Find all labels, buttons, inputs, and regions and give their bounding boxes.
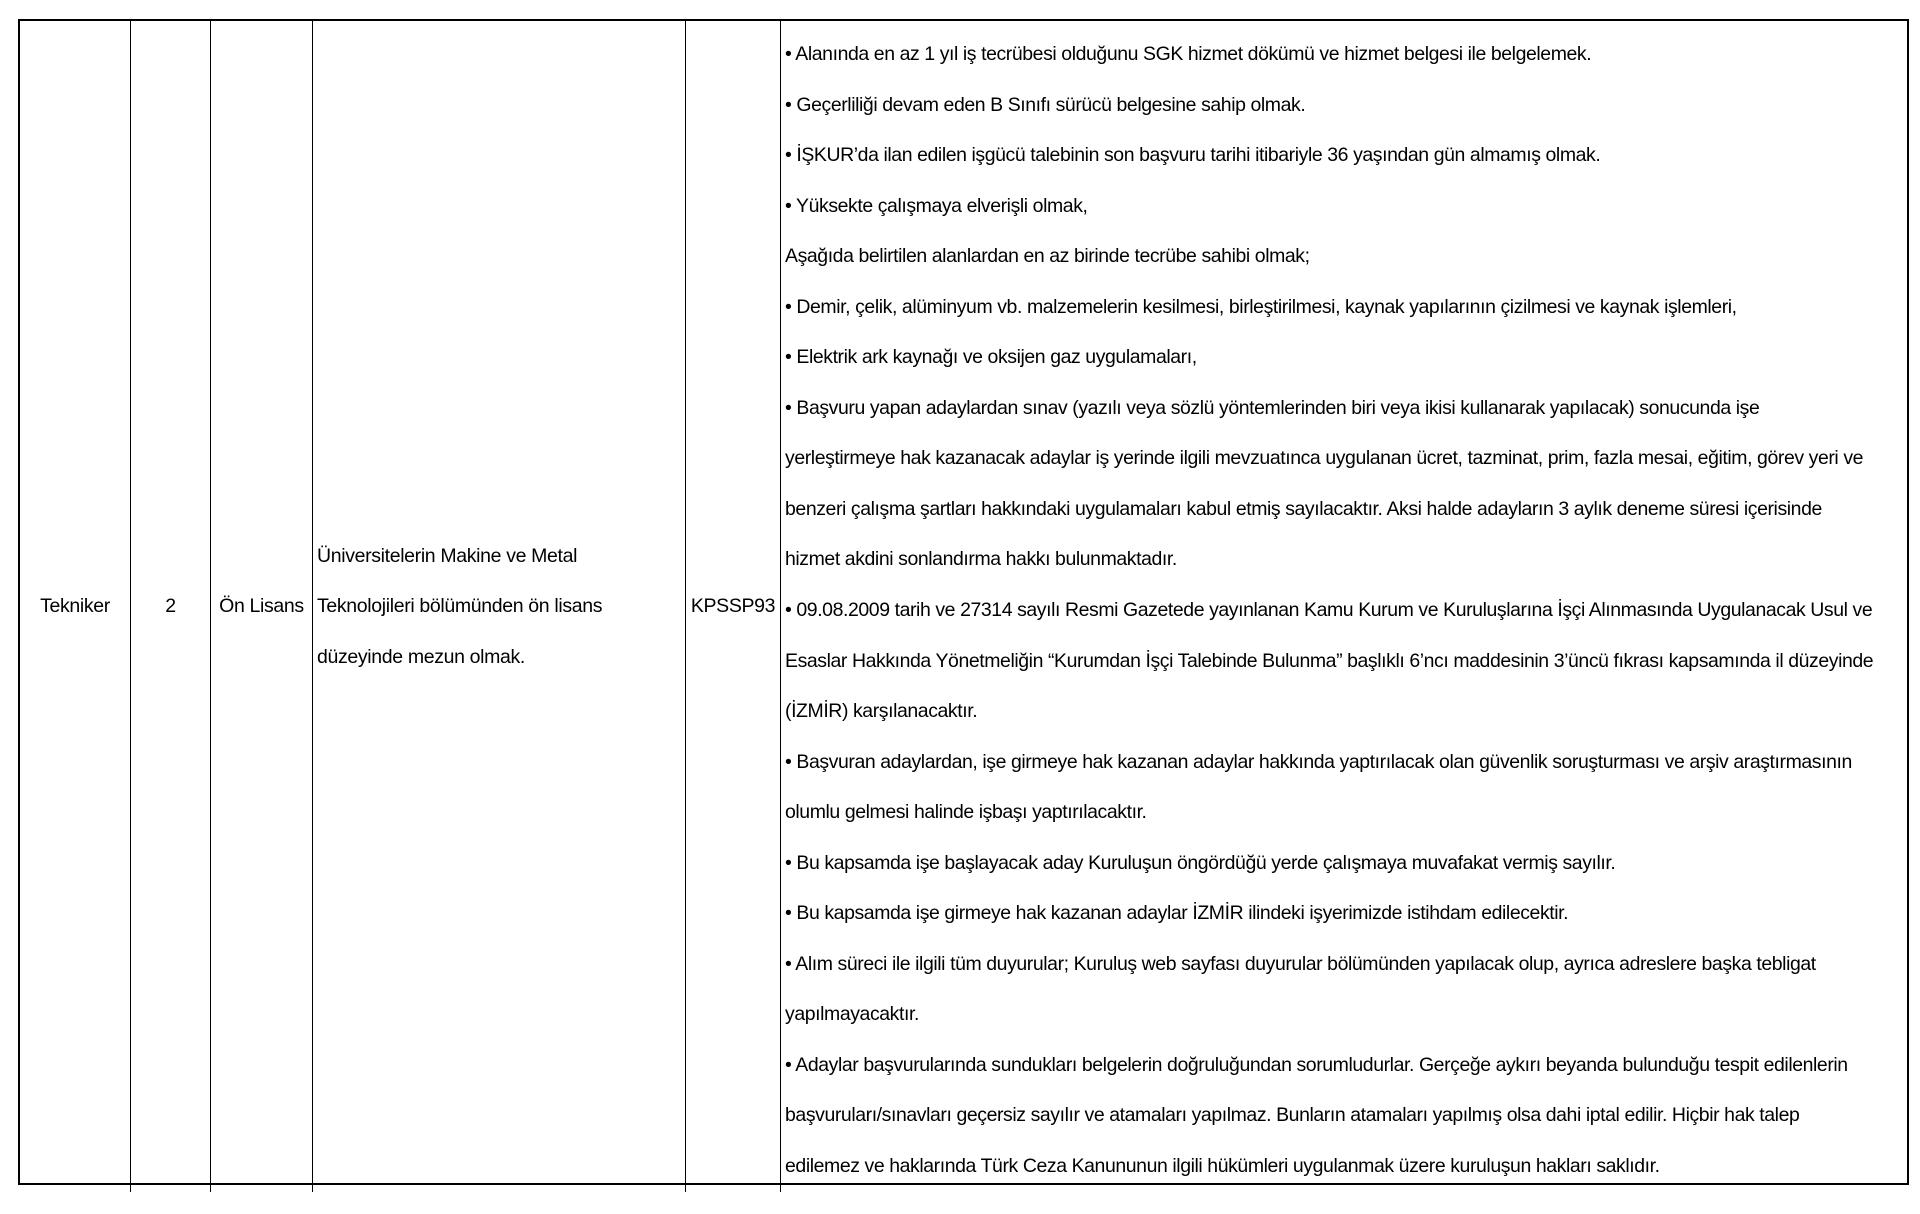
requirement-line: benzeri çalışma şartları hakkındaki uygulamaları kabul etmiş sayılacaktır. Aksi halde adayların 3 aylık deneme süresi içerisinde: [785, 497, 1822, 520]
requirement-line: • Alanında en az 1 yıl iş tecrübesi olduğunu SGK hizmet dökümü ve hizmet belgesi ile belgelemek.: [785, 43, 1592, 65]
education-level: Ön Lisans: [219, 594, 304, 617]
department-line: düzeyinde mezun olmak.: [317, 645, 525, 668]
requirement-line: • 09.08.2009 tarih ve 27314 sayılı Resmi Gazetede yayınlanan Kamu Kurum ve Kuruluşlarına İşçi Alınmasında Uygulanacak Usul ve: [785, 599, 1873, 622]
requirement-line: edilemez ve haklarında Türk Ceza Kanununun ilgili hükümleri uygulanmak üzere kuruluşun hakları saklıdır.: [785, 1155, 1660, 1178]
position-cell: [20, 21, 131, 1192]
education-cell: [211, 21, 313, 1192]
requirement-line: olumlu gelmesi halinde işbaşı yaptırılacaktır.: [785, 801, 1147, 824]
requirement-line: hizmet akdini sonlandırma hakkı bulunmaktadır.: [785, 548, 1177, 571]
requirement-line: • Elektrik ark kaynağı ve oksijen gaz uygulamaları,: [785, 346, 1197, 369]
requirement-line: • Yüksekte çalışmaya elverişli olmak,: [785, 194, 1088, 217]
requirement-line: • Demir, çelik, alüminyum vb. malzemelerin kesilmesi, birleştirilmesi, kaynak yapılarının çizilmesi ve kaynak işlemleri,: [785, 295, 1737, 318]
position-title: Tekniker: [40, 594, 110, 617]
department-line: Üniversitelerin Makine ve Metal: [317, 544, 578, 567]
requirement-line: • Geçerliliği devam eden B Sınıfı sürücü belgesine sahip olmak.: [785, 93, 1306, 116]
department-line: Teknolojileri bölümünden ön lisans: [317, 595, 603, 618]
requirement-line: • Bu kapsamda işe girmeye hak kazanan adaylar İZMİR ilindeki işyerimizde istihdam edilecektir.: [785, 902, 1569, 925]
kpss-code: KPSSP93: [690, 594, 776, 617]
requirements-list: [781, 21, 1907, 1192]
requirement-line: başvuruları/sınavları geçersiz sayılır ve atamaları yapılmaz. Bunların atamaları yapılmış olsa dahi iptal edilir. Hiçbir hak talep: [785, 1104, 1800, 1127]
department-cell: [313, 21, 686, 1192]
requirement-line: • Alım süreci ile ilgili tüm duyurular; Kuruluş web sayfası duyurular bölümünden yapılacak olup, ayrıca adreslere başka tebligat: [785, 952, 1816, 975]
requirement-line: yerleştirmeye hak kazanacak adaylar iş yerinde ilgili mevzuatınca uygulanan ücret, tazminat, prim, fazla mesai, eğitim, görev yeri ve: [785, 447, 1864, 470]
requirement-line: • Başvuran adaylardan, işe girmeye hak kazanan adaylar hakkında yaptırılacak olan güvenlik soruşturması ve arşiv araştırmasının: [785, 750, 1852, 773]
count-cell: [131, 21, 211, 1192]
requirement-line: yapılmayacaktır.: [785, 1003, 919, 1026]
table-row: [20, 21, 1907, 1192]
position-count: 2: [165, 594, 176, 617]
requirement-line: • Adaylar başvurularında sundukları belgelerin doğruluğundan sorumludurlar. Gerçeğe aykırı beyanda bulunduğu tespit edilenlerin: [785, 1053, 1848, 1076]
job-listing-table-frame: [18, 19, 1909, 1185]
requirement-line: • Bu kapsamda işe başlayacak aday Kuruluşun öngördüğü yerde çalışmaya muvafakat vermiş sayılır.: [785, 851, 1616, 874]
requirement-line: (İZMİR) karşılanacaktır.: [785, 700, 978, 723]
kpss-cell: [686, 21, 781, 1192]
requirements-cell: [781, 21, 1908, 1192]
requirement-line: • Başvuru yapan adaylardan sınav (yazılı veya sözlü yöntemlerinden biri veya ikisi kullanarak yapılacak) sonucunda işe: [785, 396, 1760, 419]
job-listing-table: [20, 21, 1907, 1192]
requirement-line: Aşağıda belirtilen alanlardan en az birinde tecrübe sahibi olmak;: [785, 245, 1310, 268]
requirement-line: Esaslar Hakkında Yönetmeliğin “Kurumdan İşçi Talebinde Bulunma” başlıklı 6’ncı maddesinin 3’üncü fıkrası kapsamında il düzeyinde: [785, 649, 1874, 672]
requirement-line: • İŞKUR’da ilan edilen işgücü talebinin son başvuru tarihi itibariyle 36 yaşından gün almamış olmak.: [785, 144, 1601, 167]
